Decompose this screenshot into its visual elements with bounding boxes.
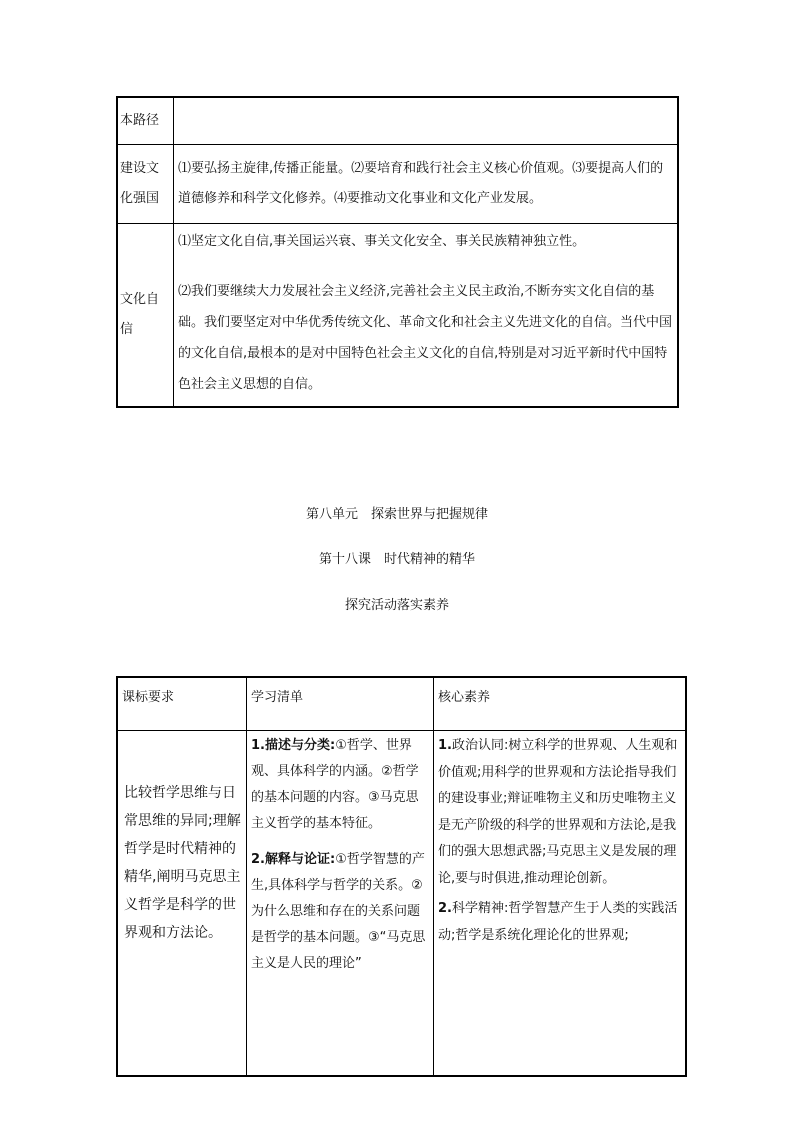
core-item: [438, 733, 683, 892]
header-cell: 核心素养: [434, 677, 687, 731]
table-row: [117, 97, 678, 145]
lesson-title: 第十八课 时代精神的精华: [318, 552, 475, 567]
core-item-title: 2.: [438, 901, 452, 916]
content-paragraph: ⑵我们要继续大力发展社会主义经济,完善社会主义民主政治,不断夯实文化自信的基础。我们要坚定对中华优秀传统文化、革命文化和社会主义先进文化的自信。当代中国的文化自信,最根本的是对中国特色社会主义文化的自信,特别是对习近平新时代中国特色社会主义思想的自信。: [178, 284, 673, 392]
unit-title: 第八单元 探索世界与把握规律: [305, 507, 488, 522]
table-header-row: [117, 677, 686, 731]
header-cell: 课标要求: [117, 677, 247, 731]
list-item-text: ①哲学智慧的产生,具体科学与哲学的关系。②为什么思维和存在的关系问题是哲学的基本问题。③“马克思主义是人民的理论”: [251, 852, 426, 971]
header-cell: 学习清单: [247, 677, 434, 731]
table-row: [117, 731, 686, 1077]
content-paragraph: ⑴坚定文化自信,事关国运兴衰、事关文化安全、事关民族精神独立性。: [178, 234, 586, 249]
list-item-text: ①哲学、世界观、具体科学的内涵。②哲学的基本问题的内容。③马克思主义哲学的基本特征。: [251, 738, 419, 831]
row-label: 文化自信: [117, 224, 174, 408]
core-item-text: 科学精神:哲学智慧产生于人类的实践活动;哲学是系统化理论化的世界观;: [438, 901, 678, 943]
row-content: [174, 224, 679, 408]
table-row: [117, 145, 678, 224]
table-row: [117, 224, 678, 408]
core-item: [438, 896, 683, 949]
core-item-title: 1.: [438, 738, 452, 753]
list-item-title: 2.解释与论证:: [251, 852, 336, 867]
list-item: [251, 847, 431, 977]
row-label: 建设文化强国: [117, 145, 174, 224]
section-title: 探究活动落实素养: [344, 598, 449, 613]
requirement-cell: 比较哲学思维与日常思维的异同;理解哲学是时代精神的精华,阐明马克思主义哲学是科学的世界观和方法论。: [117, 731, 247, 1077]
culture-table: [116, 96, 679, 408]
study-list-cell: [247, 731, 434, 1077]
core-literacy-cell: [434, 731, 687, 1077]
row-label: 本路径: [117, 97, 174, 145]
study-table: [116, 676, 687, 1077]
row-content: ⑴要弘扬主旋律,传播正能量。⑵要培育和践行社会主义核心价值观。⑶要提高人们的道德修养和科学文化修养。⑷要推动文化事业和文化产业发展。: [174, 145, 679, 224]
core-item-text: 政治认同:树立科学的世界观、人生观和价值观;用科学的世界观和方法论指导我们的建设事业;辩证唯物主义和历史唯物主义是无产阶级的科学的世界观和方法论,是我们的强大思想武器;马克思主义是发展的理论,要与时俱进,推动理论创新。: [438, 738, 678, 886]
row-content: [174, 97, 679, 145]
list-item: [251, 733, 431, 837]
list-item-title: 1.描述与分类:: [251, 738, 336, 753]
